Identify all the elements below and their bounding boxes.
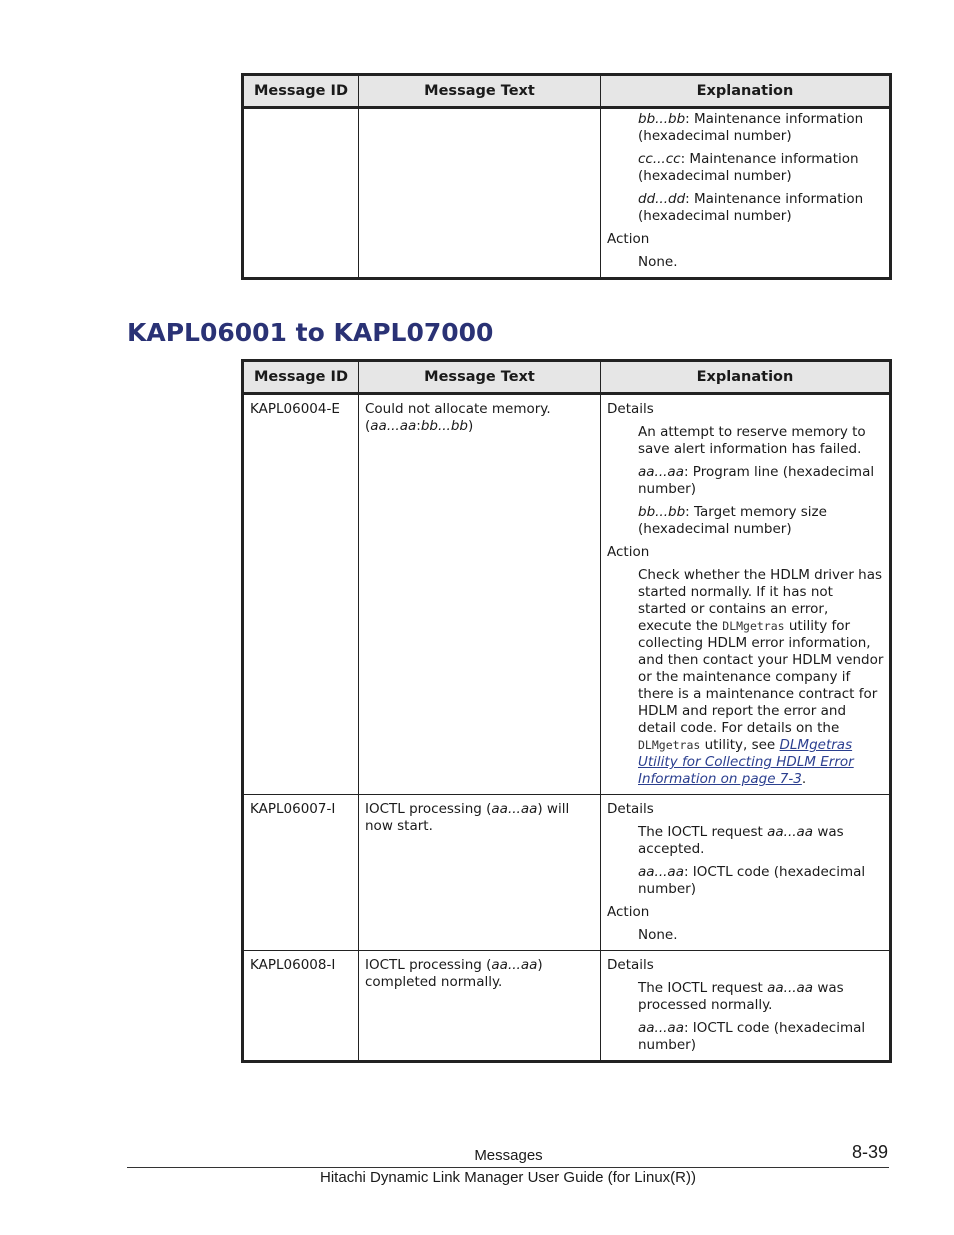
section-title: KAPL06001 to KAPL07000: [127, 318, 494, 347]
page-number: 8-39: [851, 1142, 888, 1162]
details-label: Details: [607, 801, 654, 817]
message-id-cell: KAPL06007-I: [243, 795, 359, 951]
message-id-cell: KAPL06004-E: [243, 394, 359, 795]
message-table: [241, 359, 892, 1063]
action-label: Action: [607, 231, 650, 247]
detail-bb: bb...bb: Target memory size (hexadecimal number): [638, 504, 827, 537]
explanation-cell: [601, 795, 891, 951]
message-text-cell: IOCTL processing (aa...aa) will now start.: [359, 795, 601, 951]
cross-reference-link[interactable]: DLMgetras Utility for Collecting HDLM Error Information on page 7-3: [638, 737, 854, 787]
header-explanation: Explanation: [601, 75, 891, 108]
action-label: Action: [607, 904, 650, 920]
continued-message-table: [241, 73, 892, 280]
action-text: None.: [638, 254, 678, 270]
command-name: DLMgetras: [638, 738, 701, 752]
footer-section-name: Messages: [474, 1147, 543, 1164]
table-row: [243, 795, 891, 951]
command-name: DLMgetras: [722, 619, 785, 633]
footer-divider: [127, 1167, 889, 1168]
header-message-id: Message ID: [243, 75, 359, 108]
details-text: An attempt to reserve memory to save alert information has failed.: [638, 424, 866, 457]
action-text: Check whether the HDLM driver has started normally. If it has not started or contains an error, execute the DLMgetras utility for collecting HDLM error information, and then contact your HDLM vendor or the maintenance company if there is a maintenance contract for HDLM and report the error and detail code. For details on the DLMgetras utility, see DLMgetras Utility for Collecting HDLM Error Information on page 7-3.: [638, 567, 884, 787]
table-row: [243, 394, 891, 795]
detail-aa: aa...aa: IOCTL code (hexadecimal number): [638, 1020, 866, 1053]
details-text: The IOCTL request aa...aa was accepted.: [638, 824, 844, 857]
message-id-cell: [243, 108, 359, 279]
header-message-id: Message ID: [243, 361, 359, 394]
maintenance-info-dd: dd...dd: Maintenance information (hexadecimal number): [638, 191, 864, 224]
detail-aa: aa...aa: Program line (hexadecimal number): [638, 464, 875, 497]
header-message-text: Message Text: [359, 75, 601, 108]
details-label: Details: [607, 401, 654, 417]
table-header-row: [243, 75, 891, 108]
table-header-row: [243, 361, 891, 394]
explanation-cell: [601, 951, 891, 1062]
header-explanation: Explanation: [601, 361, 891, 394]
message-text-cell: Could not allocate memory. (aa...aa:bb...bb): [359, 394, 601, 795]
details-text: The IOCTL request aa...aa was processed normally.: [638, 980, 844, 1013]
table-row: [243, 108, 891, 279]
action-text: None.: [638, 927, 678, 943]
header-message-text: Message Text: [359, 361, 601, 394]
table-row: [243, 951, 891, 1062]
footer-book-title: Hitachi Dynamic Link Manager User Guide (for Linux(R)): [320, 1169, 696, 1186]
message-text-cell: IOCTL processing (aa...aa) completed normally.: [359, 951, 601, 1062]
explanation-cell: [601, 108, 891, 279]
detail-aa: aa...aa: IOCTL code (hexadecimal number): [638, 864, 866, 897]
maintenance-info-bb: bb...bb: Maintenance information (hexadecimal number): [638, 111, 864, 144]
action-label: Action: [607, 544, 650, 560]
details-label: Details: [607, 957, 654, 973]
message-text-cell: [359, 108, 601, 279]
message-id-cell: KAPL06008-I: [243, 951, 359, 1062]
explanation-cell: [601, 394, 891, 795]
maintenance-info-cc: cc...cc: Maintenance information (hexadecimal number): [638, 151, 859, 184]
